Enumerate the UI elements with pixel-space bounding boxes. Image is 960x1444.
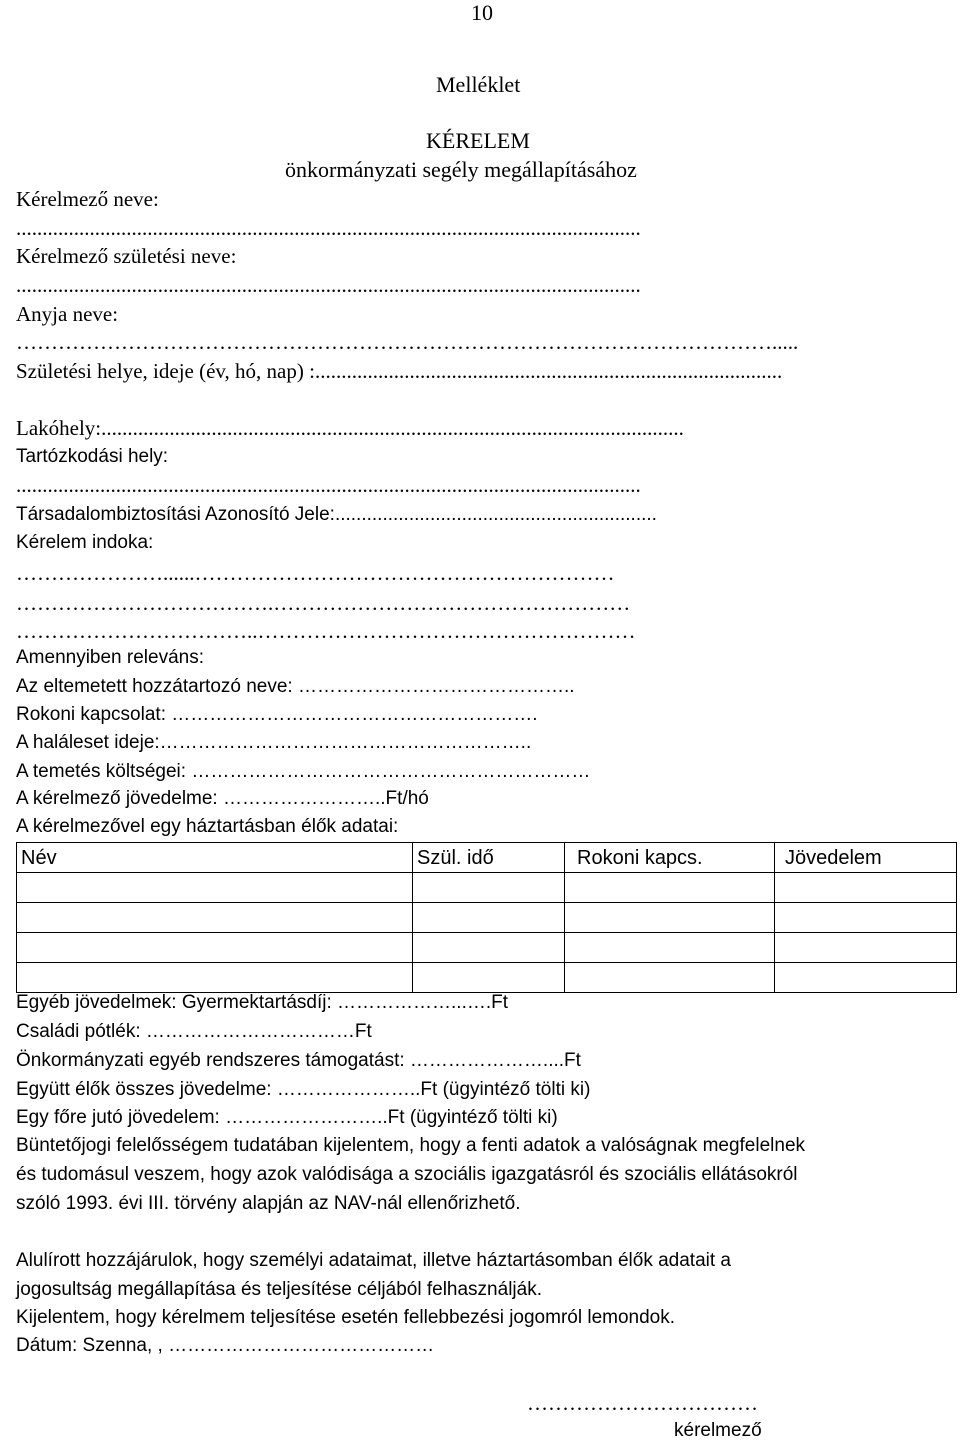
birth-place-date-row [16,358,782,384]
relationship-label: Rokoni kapcsolat: [16,704,166,725]
death-date-field[interactable]: ………………………………………………….. [159,732,532,753]
household-heading: A kérelmezővel egy háztartásban élők adatai: [16,816,399,837]
birth-place-date-label: Születési helye, ideje (év, hó, nap) : [16,359,315,383]
table-row [17,963,957,993]
funeral-costs-row [16,759,590,785]
funeral-costs-label: A temetés költségei: [16,761,187,782]
relationship-row [16,702,538,728]
column-header-income: Jövedelem [775,843,957,873]
column-header-birth-date: Szül. idő [413,843,565,873]
household-total-income-row [16,1077,590,1103]
table-cell[interactable] [17,933,413,963]
deceased-name-field[interactable]: …………………………………….. [298,676,575,697]
applicant-income-field[interactable]: ……………………..Ft/hó [223,788,429,809]
taj-field[interactable]: ............................................................. [334,504,657,525]
table-cell[interactable] [775,963,957,993]
form-title: KÉRELEM [426,128,530,153]
table-cell[interactable] [775,933,957,963]
per-capita-income-row [16,1105,558,1131]
consent-line-2: jogosultság megállapítása és teljesítése céljából felhasználják. [16,1279,542,1300]
table-cell[interactable] [775,903,957,933]
residence-row [16,415,684,441]
birth-place-date-field[interactable]: ......................................................................................... [314,359,783,383]
table-cell[interactable] [775,873,957,903]
applicant-income-row [16,786,429,812]
death-date-label: A haláleset ideje: [16,732,160,753]
applicant-name-field[interactable]: ....................................................................................................................... [16,216,641,240]
table-cell[interactable] [413,933,565,963]
date-label: Dátum: Szenna, , [16,1335,163,1356]
relevant-heading: Amennyiben releváns: [16,647,204,668]
deceased-name-label: Az eltemetett hozzátartozó neve: [16,676,293,697]
municipal-support-field[interactable]: …………………....Ft [409,1050,581,1071]
funeral-costs-field[interactable]: ……………………………………………………… [191,761,591,782]
stay-place-field[interactable]: ....................................................................................................................... [16,473,641,497]
date-field[interactable]: …………………………………… [168,1335,435,1356]
residence-label: Lakóhely: [16,416,102,440]
table-header-row [17,843,957,873]
table-cell[interactable] [413,873,565,903]
table-cell[interactable] [17,873,413,903]
family-allowance-field[interactable]: ……………………………Ft [145,1021,372,1042]
reason-line-1[interactable]: …………………......…………………………………………………… [16,561,615,585]
stay-place-label: Tartózkodási hely: [16,446,169,467]
column-header-relationship: Rokoni kapcs. [565,843,775,873]
applicant-income-label: A kérelmező jövedelme: [16,788,218,809]
table-cell[interactable] [17,963,413,993]
household-total-income-field[interactable]: …………………..Ft (ügyintéző tölti ki) [276,1079,591,1100]
per-capita-income-label: Egy főre jutó jövedelem: [16,1107,220,1128]
family-allowance-row [16,1019,372,1045]
mother-name-field[interactable]: ………………………………………………………………………………………………..... [16,330,799,354]
table-row [17,933,957,963]
table-cell[interactable] [565,873,775,903]
signature-label: kérelmező [674,1420,762,1441]
declaration-line-3: szóló 1993. évi III. törvény alapján az NAV-nál ellenőrizhető. [16,1193,521,1214]
column-header-name: Név [17,843,413,873]
relationship-field[interactable]: …………………………………………………. [171,704,538,725]
consent-line-3: Kijelentem, hogy kérelmem teljesítése esetén fellebbezési jogomról lemondok. [16,1307,676,1328]
household-table [16,842,957,993]
per-capita-income-field[interactable]: ……………………..Ft (ügyintéző tölti ki) [225,1107,558,1128]
table-cell[interactable] [413,903,565,933]
death-date-row [16,730,531,756]
household-total-income-label: Együtt élők összes jövedelme: [16,1079,272,1100]
reason-line-3[interactable]: ……………………………..……………………………………………… [16,619,636,643]
taj-label: Társadalombiztosítási Azonosító Jele: [16,504,335,525]
reason-label: Kérelem indoka: [16,532,154,553]
table-row [17,903,957,933]
mother-name-label: Anyja neve: [16,302,119,326]
reason-line-2[interactable]: ……………………………….…………………………………………… [16,591,631,615]
table-cell[interactable] [413,963,565,993]
family-allowance-label: Családi pótlék: [16,1021,141,1042]
table-cell[interactable] [17,903,413,933]
table-cell[interactable] [565,933,775,963]
declaration-line-1: Büntetőjogi felelősségem tudatában kijelentem, hogy a fenti adatok a valóságnak megfelelnek [16,1135,806,1156]
annex-label: Melléklet [436,72,521,97]
applicant-name-label: Kérelmező neve: [16,187,159,211]
consent-line-1: Alulírott hozzájárulok, hogy személyi adataimat, illetve háztartásomban élők adatait a [16,1250,731,1271]
municipal-support-label: Önkormányzati egyéb rendszeres támogatást: [16,1050,405,1071]
child-support-row [16,990,508,1016]
date-row [16,1333,434,1359]
table-cell[interactable] [565,963,775,993]
form-subtitle: önkormányzati segély megállapításához [285,157,637,182]
birth-name-field[interactable]: ....................................................................................................................... [16,273,641,297]
table-cell[interactable] [565,903,775,933]
taj-row [16,502,657,528]
municipal-support-row [16,1048,581,1074]
page-number: 10 [471,0,493,25]
signature-line[interactable]: …………………………… [527,1391,758,1415]
declaration-line-2: és tudomásul veszem, hogy azok valódisága a szociális igazgatásról és szociális ellátásokról [16,1164,798,1185]
child-support-field[interactable]: ………………...….Ft [337,992,509,1013]
child-support-label: Egyéb jövedelmek: Gyermektartásdíj: [16,992,332,1013]
birth-name-label: Kérelmező születési neve: [16,244,237,268]
deceased-name-row [16,674,575,700]
table-row [17,873,957,903]
residence-field[interactable]: ............................................................................................................... [101,416,684,440]
